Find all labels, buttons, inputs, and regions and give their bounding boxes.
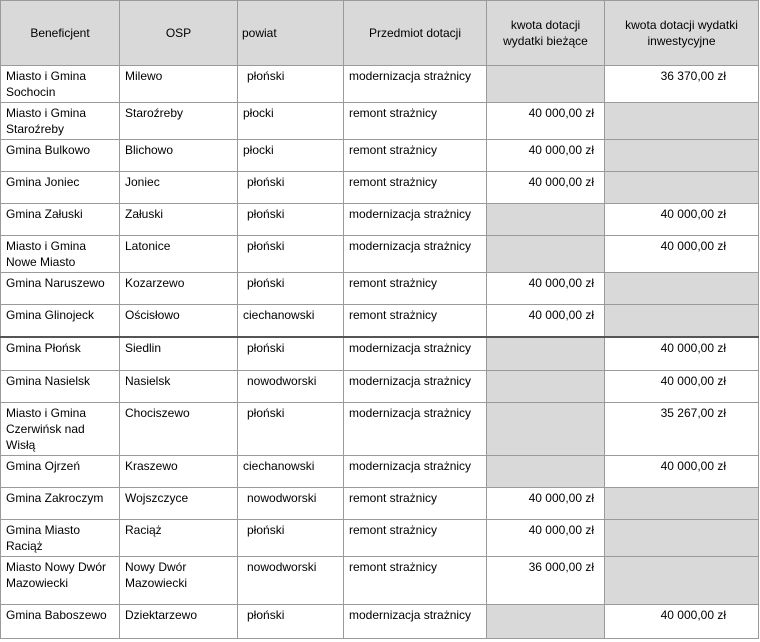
cell-beneficjent: Gmina Miasto Raciąż: [1, 520, 120, 557]
cell-powiat: płoński: [238, 605, 344, 639]
cell-biezace: 40 000,00 zł: [487, 305, 605, 337]
cell-przedmiot: modernizacja strażnicy: [344, 204, 487, 236]
cell-biezace: [487, 605, 605, 639]
cell-osp: Kozarzewo: [120, 273, 238, 305]
table-row: [1, 236, 759, 273]
table-row: [1, 172, 759, 204]
cell-biezace: [487, 371, 605, 403]
cell-przedmiot: modernizacja strażnicy: [344, 236, 487, 273]
table-row: [1, 204, 759, 236]
cell-beneficjent: Miasto i Gmina Czerwińsk nad Wisłą: [1, 403, 120, 456]
cell-powiat: płoński: [238, 172, 344, 204]
cell-osp: Raciąż: [120, 520, 238, 557]
cell-inwestycyjne: 36 370,00 zł: [605, 66, 759, 103]
table-row: [1, 337, 759, 371]
cell-powiat: płocki: [238, 103, 344, 140]
cell-powiat: płoński: [238, 520, 344, 557]
cell-inwestycyjne: 40 000,00 zł: [605, 456, 759, 488]
cell-powiat: płoński: [238, 204, 344, 236]
cell-przedmiot: remont strażnicy: [344, 273, 487, 305]
table-row: [1, 103, 759, 140]
cell-beneficjent: Gmina Bulkowo: [1, 140, 120, 172]
cell-przedmiot: modernizacja strażnicy: [344, 66, 487, 103]
cell-biezace: 40 000,00 zł: [487, 103, 605, 140]
cell-inwestycyjne: 40 000,00 zł: [605, 204, 759, 236]
cell-biezace: [487, 66, 605, 103]
cell-osp: Nasielsk: [120, 371, 238, 403]
cell-inwestycyjne: [605, 488, 759, 520]
cell-beneficjent: Gmina Glinojeck: [1, 305, 120, 337]
table-row: [1, 557, 759, 605]
cell-inwestycyjne: [605, 273, 759, 305]
cell-biezace: [487, 337, 605, 371]
cell-inwestycyjne: 35 267,00 zł: [605, 403, 759, 456]
cell-osp: Ościsłowo: [120, 305, 238, 337]
cell-powiat: płoński: [238, 236, 344, 273]
cell-powiat: płocki: [238, 140, 344, 172]
cell-beneficjent: Gmina Płońsk: [1, 337, 120, 371]
cell-powiat: płoński: [238, 273, 344, 305]
cell-inwestycyjne: [605, 557, 759, 605]
cell-beneficjent: Miasto Nowy Dwór Mazowiecki: [1, 557, 120, 605]
cell-beneficjent: Miasto i Gmina Staroźreby: [1, 103, 120, 140]
header-beneficjent: Beneficjent: [1, 1, 120, 66]
table-row: [1, 605, 759, 639]
cell-powiat: nowodworski: [238, 557, 344, 605]
header-biezace: kwota dotacji wydatki bieżące: [487, 1, 605, 66]
cell-osp: Nowy Dwór Mazowiecki: [120, 557, 238, 605]
cell-przedmiot: modernizacja strażnicy: [344, 371, 487, 403]
cell-osp: Załuski: [120, 204, 238, 236]
cell-beneficjent: Miasto i Gmina Nowe Miasto: [1, 236, 120, 273]
header-row: [1, 1, 759, 66]
cell-biezace: 40 000,00 zł: [487, 140, 605, 172]
cell-powiat: nowodworski: [238, 488, 344, 520]
cell-beneficjent: Gmina Naruszewo: [1, 273, 120, 305]
header-osp: OSP: [120, 1, 238, 66]
cell-inwestycyjne: [605, 305, 759, 337]
cell-przedmiot: remont strażnicy: [344, 557, 487, 605]
cell-powiat: płoński: [238, 403, 344, 456]
table-row: [1, 305, 759, 337]
cell-powiat: nowodworski: [238, 371, 344, 403]
cell-beneficjent: Gmina Zakroczym: [1, 488, 120, 520]
cell-inwestycyjne: [605, 103, 759, 140]
header-powiat: powiat: [238, 1, 344, 66]
header-przedmiot: Przedmiot dotacji: [344, 1, 487, 66]
cell-przedmiot: modernizacja strażnicy: [344, 456, 487, 488]
cell-przedmiot: modernizacja strażnicy: [344, 337, 487, 371]
cell-osp: Chociszewo: [120, 403, 238, 456]
table-row: [1, 520, 759, 557]
cell-inwestycyjne: [605, 172, 759, 204]
cell-beneficjent: Gmina Baboszewo: [1, 605, 120, 639]
cell-osp: Kraszewo: [120, 456, 238, 488]
cell-inwestycyjne: 40 000,00 zł: [605, 236, 759, 273]
cell-biezace: 40 000,00 zł: [487, 172, 605, 204]
cell-biezace: 40 000,00 zł: [487, 520, 605, 557]
cell-przedmiot: modernizacja strażnicy: [344, 403, 487, 456]
table-row: [1, 66, 759, 103]
cell-inwestycyjne: [605, 140, 759, 172]
cell-powiat: płoński: [238, 66, 344, 103]
cell-inwestycyjne: 40 000,00 zł: [605, 605, 759, 639]
cell-inwestycyjne: 40 000,00 zł: [605, 371, 759, 403]
cell-przedmiot: modernizacja strażnicy: [344, 605, 487, 639]
cell-powiat: ciechanowski: [238, 456, 344, 488]
cell-biezace: 40 000,00 zł: [487, 273, 605, 305]
table-row: [1, 488, 759, 520]
cell-osp: Dziektarzewo: [120, 605, 238, 639]
table-row: [1, 456, 759, 488]
cell-przedmiot: remont strażnicy: [344, 488, 487, 520]
cell-osp: Latonice: [120, 236, 238, 273]
cell-osp: Siedlin: [120, 337, 238, 371]
cell-osp: Blichowo: [120, 140, 238, 172]
cell-beneficjent: Miasto i Gmina Sochocin: [1, 66, 120, 103]
cell-inwestycyjne: [605, 520, 759, 557]
cell-przedmiot: remont strażnicy: [344, 520, 487, 557]
table-row: [1, 140, 759, 172]
cell-beneficjent: Gmina Załuski: [1, 204, 120, 236]
cell-inwestycyjne: 40 000,00 zł: [605, 337, 759, 371]
cell-powiat: płoński: [238, 337, 344, 371]
table-row: [1, 371, 759, 403]
table-row: [1, 273, 759, 305]
cell-beneficjent: Gmina Nasielsk: [1, 371, 120, 403]
cell-osp: Joniec: [120, 172, 238, 204]
cell-biezace: [487, 456, 605, 488]
cell-przedmiot: remont strażnicy: [344, 103, 487, 140]
cell-przedmiot: remont strażnicy: [344, 140, 487, 172]
cell-powiat: ciechanowski: [238, 305, 344, 337]
cell-osp: Wojszczyce: [120, 488, 238, 520]
cell-biezace: [487, 236, 605, 273]
cell-przedmiot: remont strażnicy: [344, 305, 487, 337]
cell-beneficjent: Gmina Joniec: [1, 172, 120, 204]
header-inwestycyjne: kwota dotacji wydatki inwestycyjne: [605, 1, 759, 66]
cell-biezace: [487, 403, 605, 456]
cell-osp: Staroźreby: [120, 103, 238, 140]
cell-beneficjent: Gmina Ojrzeń: [1, 456, 120, 488]
cell-osp: Milewo: [120, 66, 238, 103]
cell-biezace: 40 000,00 zł: [487, 488, 605, 520]
cell-przedmiot: remont strażnicy: [344, 172, 487, 204]
cell-biezace: 36 000,00 zł: [487, 557, 605, 605]
cell-biezace: [487, 204, 605, 236]
table-row: [1, 403, 759, 456]
